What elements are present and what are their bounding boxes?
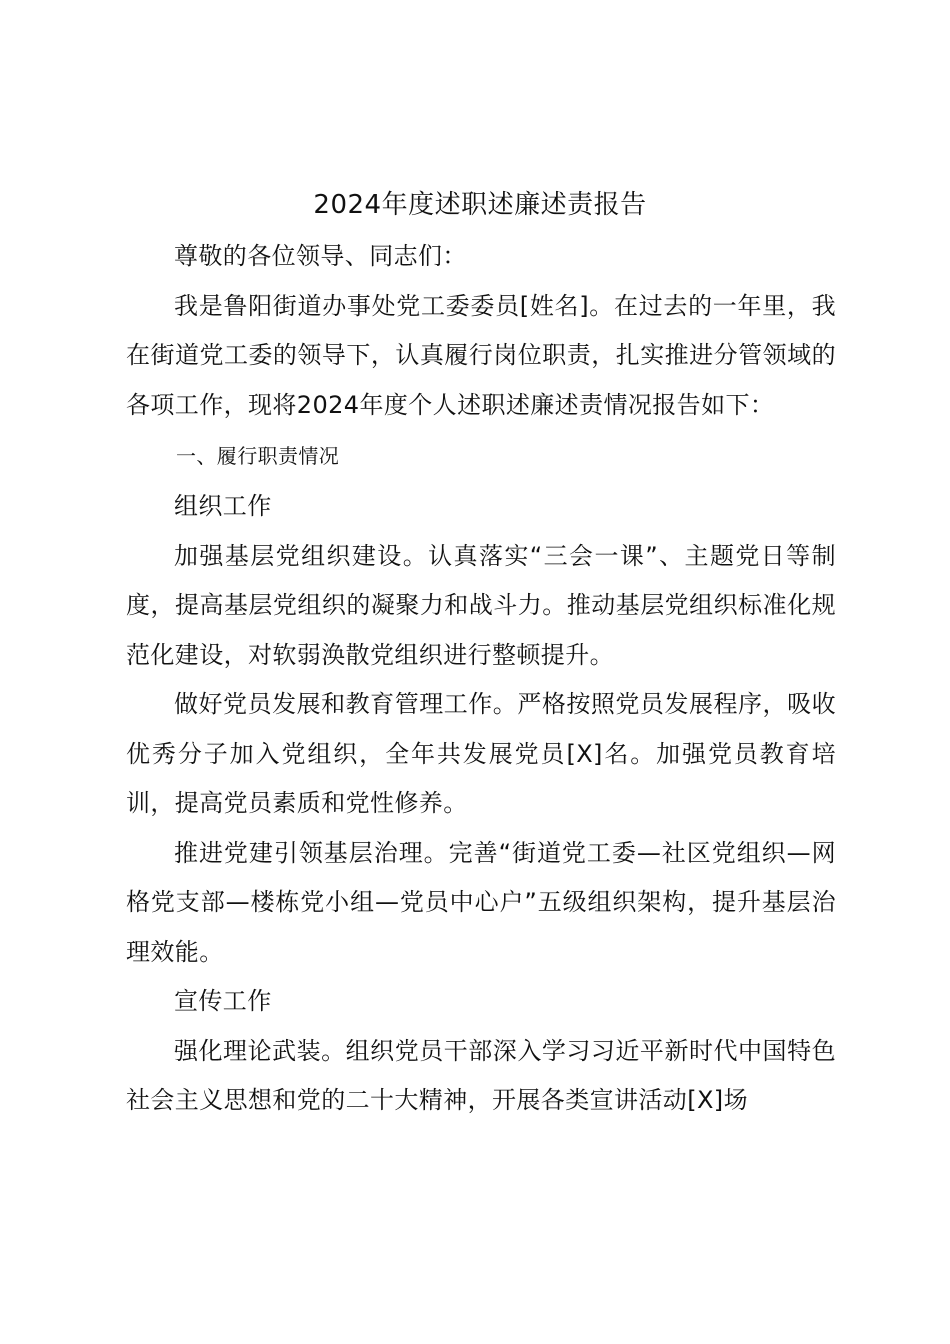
subheading-publicity: 宣传工作 (174, 987, 272, 1015)
section-heading: 一、履行职责情况 (176, 444, 340, 468)
paragraph-theory: 强化理论武装。组织党员干部深入学习习近平新时代中国特色社会主义思想和党的二十大精神，开展各类宣讲活动[X]场 (126, 1036, 836, 1114)
salutation: 尊敬的各位领导、同志们： (174, 242, 467, 270)
document-body (126, 232, 836, 1126)
paragraph-member-development: 做好党员发展和教育管理工作。严格按照党员发展程序，吸收优秀分子加入党组织，全年共发展党员[X]名。加强党员教育培训，提高党员素质和党性修养。 (126, 690, 836, 817)
paragraph-org-building: 加强基层党组织建设。认真落实“三会一课”、主题党日等制度，提高基层党组织的凝聚力和战斗力。推动基层党组织标准化规范化建设，对软弱涣散党组织进行整顿提升。 (126, 541, 836, 669)
document-title: 2024年度述职述廉述责报告 (313, 190, 647, 220)
paragraph-governance: 推进党建引领基层治理。完善“街道党工委—社区党组织—网格党支部—楼栋党小组—党员中心户”五级组织架构，提升基层治理效能。 (126, 838, 836, 966)
subheading-organization: 组织工作 (174, 492, 272, 520)
intro-paragraph: 我是鲁阳街道办事处党工委委员[姓名]。在过去的一年里，我在街道党工委的领导下，认真履行岗位职责，扎实推进分管领域的各项工作，现将2024年度个人述职述廉述责情况报告如下： (126, 291, 836, 419)
